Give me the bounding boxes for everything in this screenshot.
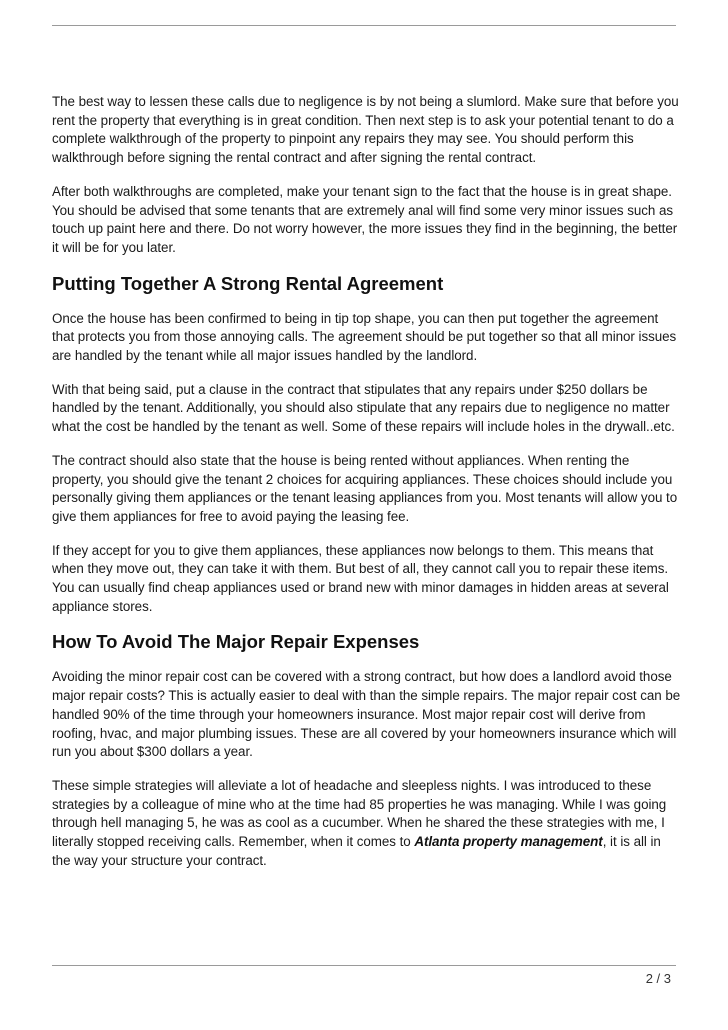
header-rule bbox=[52, 25, 676, 26]
atlanta-property-management-link[interactable]: Atlanta property management bbox=[414, 834, 603, 850]
final-paragraph-text: These simple strategies will alleviate a lot of headache and sleepless nights. I was introduced to these strategies by a colleague of mine who at the time had 85 properties he was managing. While I was going through hell managing 5, he was as cool as a cucumber. When he shared the these strategies with me, I literally stopped receiving calls. Remember, when it comes to bbox=[52, 777, 667, 850]
final-paragraph-text-end: , it is all in the way your structure your contract. bbox=[52, 834, 661, 868]
final-paragraph bbox=[52, 777, 682, 871]
page-number: 2 / 3 bbox=[645, 971, 671, 986]
paragraph: After both walkthroughs are completed, make your tenant sign to the fact that the house is in great shape. You should be advised that some tenants that are extremely anal will find some very minor issues such as touch up paint here and there. Do not worry however, the more issues they find in the beginning, the better it will be for you later. bbox=[52, 183, 678, 255]
section-heading-major-repair: How To Avoid The Major Repair Expenses bbox=[52, 631, 420, 653]
paragraph: Once the house has been confirmed to being in tip top shape, you can then put together the agreement that protects you from those annoying calls. The agreement should be put together so that all minor issues are handled by the tenant while all major issues handled by the landlord. bbox=[52, 310, 677, 364]
document-body bbox=[52, 93, 682, 886]
paragraph: The best way to lessen these calls due to negligence is by not being a slumlord. Make sure that before you rent the property that everything is in great condition. Then next step is to ask your potential tenant to do a complete walkthrough of the property to pinpoint any repairs they may see. You should perform this walkthrough before signing the rental contract and after signing the rental contract. bbox=[52, 94, 679, 166]
paragraph: Avoiding the minor repair cost can be covered with a strong contract, but how does a landlord avoid those major repair costs? This is actually easier to deal with than the simple repairs. The major repair cost can be handled 90% of the time through your homeowners insurance. Most major repair cost will derive from roofing, hvac, and major plumbing issues. These are all covered by your homeowners insurance which will run you about $300 dollars a year. bbox=[52, 669, 681, 760]
paragraph: With that being said, put a clause in the contract that stipulates that any repairs under $250 dollars be handled by the tenant. Additionally, you should also stipulate that any repairs due to negligence no matter what the cost be handled by the tenant as well. Some of these repairs will include holes in the drywall..etc. bbox=[52, 381, 675, 435]
paragraph: If they accept for you to give them appliances, these appliances now belongs to them. This means that when they move out, they can take it with them. But best of all, they cannot call you to repair these items. You can usually find cheap appliances used or brand new with minor damages in hidden areas at several appliance stores. bbox=[52, 542, 669, 614]
section-heading-rental-agreement: Putting Together A Strong Rental Agreement bbox=[52, 272, 444, 294]
paragraph: The contract should also state that the house is being rented without appliances. When renting the property, you should give the tenant 2 choices for acquiring appliances. These choices should include you personally giving them appliances or the tenant leasing appliances from you. Most tenants will allow you to give them appliances for free to avoid paying the leasing fee. bbox=[52, 452, 678, 524]
footer-rule bbox=[52, 965, 676, 966]
